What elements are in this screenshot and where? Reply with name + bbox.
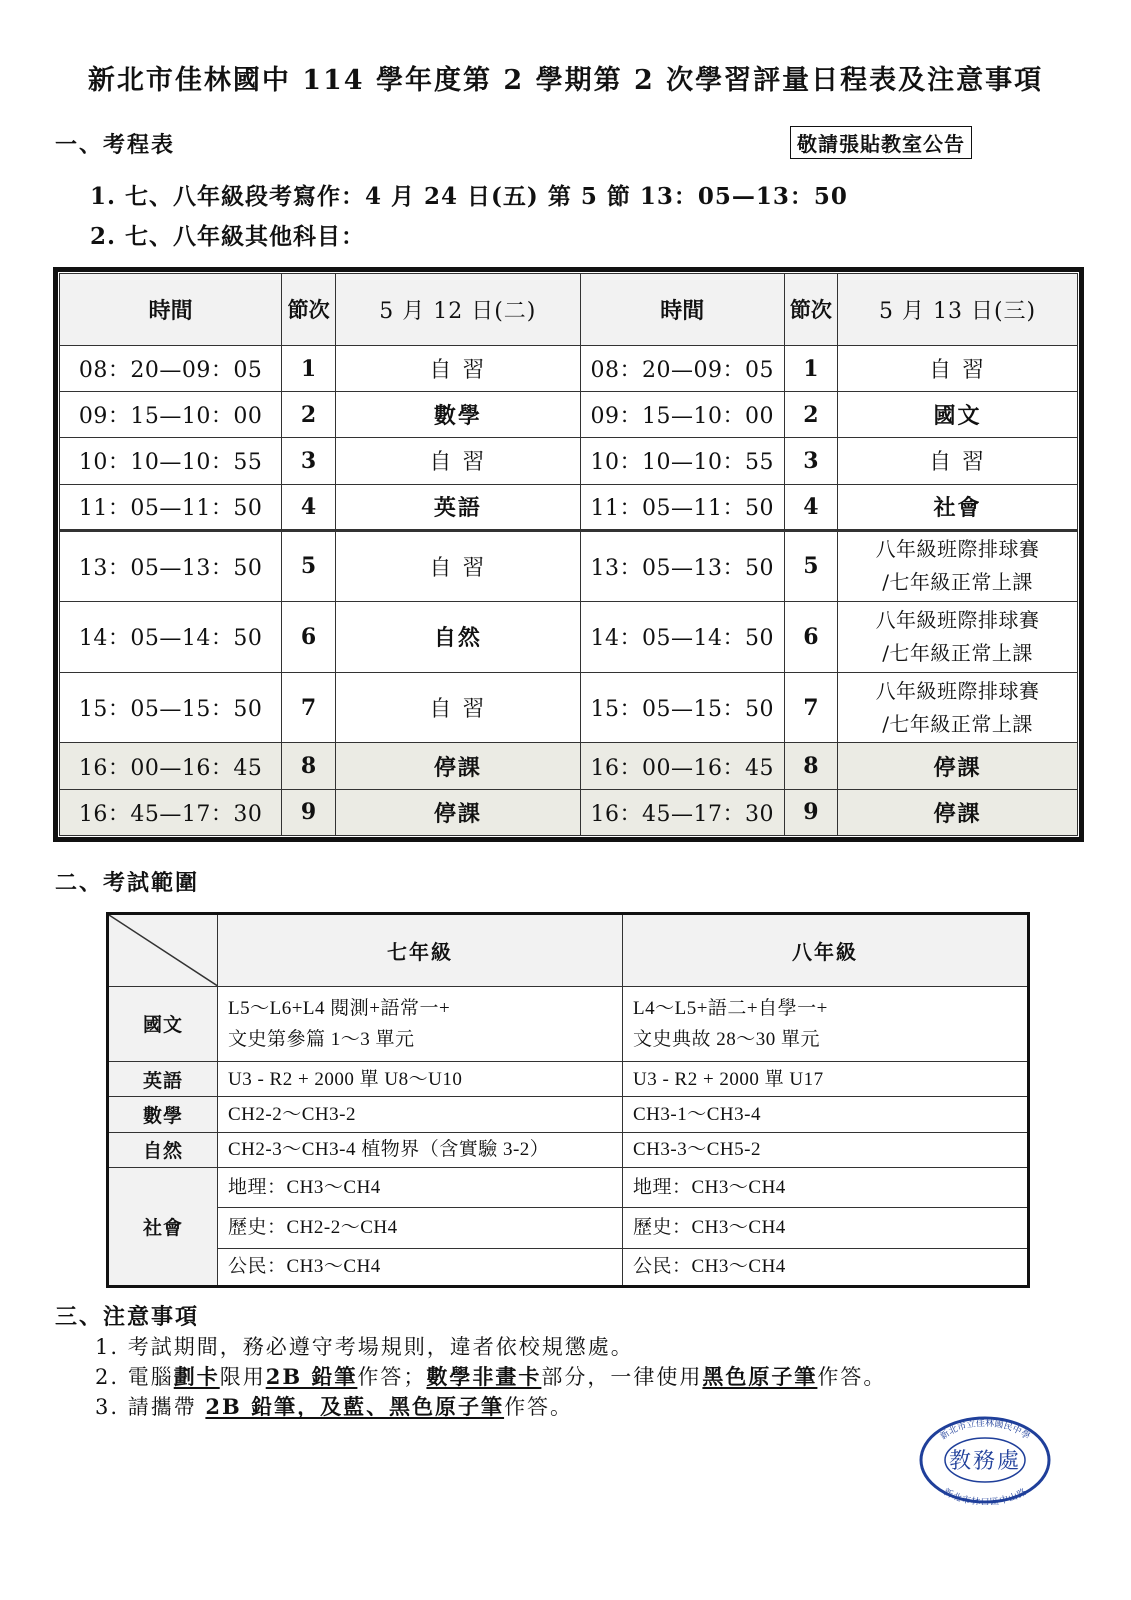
- grade8-cell: 公民：CH3～CH4: [623, 1248, 1029, 1286]
- grade7-cell: CH2-3～CH3-4 植物界（含實驗 3-2）: [218, 1132, 623, 1167]
- schedule-table: [59, 273, 1078, 836]
- period-cell: 5: [282, 530, 336, 601]
- table-row: [60, 438, 1078, 484]
- period-cell: 6: [282, 601, 336, 672]
- time-cell: 14：05—14：50: [60, 601, 282, 672]
- day2-cell: 自 習: [838, 345, 1078, 391]
- table-row: [108, 1208, 1029, 1248]
- day2-cell: 自 習: [838, 438, 1078, 484]
- period-cell: 5: [784, 530, 838, 601]
- note-3: [95, 1391, 573, 1421]
- grade7-cell: 歷史：CH2-2～CH4: [218, 1208, 623, 1248]
- period-cell: 7: [784, 672, 838, 743]
- day2-cell: 停課: [838, 789, 1078, 835]
- day2-line1: 八年級班際排球賽: [875, 678, 1040, 703]
- table-row: [60, 601, 1078, 672]
- period-cell: 2: [784, 392, 838, 438]
- grade8-cell: CH3-3～CH5-2: [623, 1132, 1029, 1167]
- note-2-text: 作答；: [357, 1365, 427, 1389]
- grade8-line1: L4～L5+語二+自學一+: [633, 997, 828, 1019]
- time-cell: 08：20—09：05: [580, 345, 784, 391]
- item-writing-exam: 1. 七、八年級段考寫作：4 月 24 日(五) 第 5 節 13：05—13：50: [90, 183, 848, 210]
- item-other-subjects: 2. 七、八年級其他科目：: [90, 223, 366, 250]
- notice-box: 敬請張貼教室公告: [790, 126, 972, 159]
- period-cell: 1: [784, 345, 838, 391]
- stamp-center-text: 教務處: [948, 1449, 1022, 1474]
- school-stamp: [918, 1415, 1052, 1505]
- period-cell: 9: [282, 789, 336, 835]
- note-2-emphasis: 數學非畫卡: [426, 1364, 542, 1389]
- note-1: 1. 考試期間，務必遵守考場規則，違者依校規懲處。: [95, 1335, 634, 1359]
- schedule-header-row: [60, 274, 1078, 346]
- scope-header-row: [108, 914, 1029, 987]
- grade7-cell: 公民：CH3～CH4: [218, 1248, 623, 1286]
- grade7-cell: U3 - R2 + 2000 單 U8～U10: [218, 1062, 623, 1097]
- grade7-cell: [218, 986, 623, 1062]
- note-2-emphasis: 劃卡: [173, 1364, 220, 1389]
- time-cell: 09：15—10：00: [580, 392, 784, 438]
- header-grade8: 八年級: [623, 914, 1029, 987]
- header-time-right: 時間: [580, 274, 784, 346]
- time-cell: 09：15—10：00: [60, 392, 282, 438]
- period-cell: 4: [784, 484, 838, 530]
- grade7-line1: L5～L6+L4 閱測+語常一+: [228, 997, 451, 1019]
- day1-cell: 停課: [335, 789, 580, 835]
- table-row: [108, 986, 1029, 1062]
- table-row: [60, 530, 1078, 601]
- grade7-cell: CH2-2～CH3-2: [218, 1097, 623, 1132]
- day1-cell: 停課: [335, 743, 580, 789]
- period-cell: 6: [784, 601, 838, 672]
- table-row: [60, 789, 1078, 835]
- note-3-emphasis: 2B 鉛筆，及藍、黑色原子筆: [205, 1394, 505, 1419]
- time-cell: 10：10—10：55: [60, 438, 282, 484]
- stamp-graphic: [918, 1415, 1052, 1505]
- table-row: [60, 484, 1078, 530]
- subject-cell: 數學: [108, 1097, 218, 1132]
- day1-cell: 自然: [335, 601, 580, 672]
- time-cell: 16：45—17：30: [580, 789, 784, 835]
- subject-cell: 社會: [108, 1168, 218, 1287]
- period-cell: 9: [784, 789, 838, 835]
- day2-line2: /七年級正常上課: [882, 640, 1033, 665]
- grade8-cell: [623, 986, 1029, 1062]
- time-cell: 13：05—13：50: [580, 530, 784, 601]
- day1-cell: 自 習: [335, 345, 580, 391]
- grade7-cell: 地理：CH3～CH4: [218, 1168, 623, 1208]
- grade7-line2: 文史第參篇 1～3 單元: [228, 1028, 415, 1050]
- document-title: 新北市佳林國中 114 學年度第 2 學期第 2 次學習評量日程表及注意事項: [87, 65, 1044, 96]
- schedule-frame: [53, 267, 1084, 842]
- time-cell: 16：00—16：45: [580, 743, 784, 789]
- grade8-cell: 歷史：CH3～CH4: [623, 1208, 1029, 1248]
- time-cell: 11：05—11：50: [580, 484, 784, 530]
- time-cell: 13：05—13：50: [60, 530, 282, 601]
- time-cell: 16：00—16：45: [60, 743, 282, 789]
- stamp-bottom-text: 新北市林口區中山路: [941, 1487, 1029, 1505]
- period-cell: 2: [282, 392, 336, 438]
- subject-cell: 英語: [108, 1062, 218, 1097]
- note-3-text: 作答。: [504, 1395, 574, 1419]
- day1-cell: 自 習: [335, 672, 580, 743]
- diagonal-line: [109, 915, 217, 986]
- header-day1: 5 月 12 日(二): [335, 274, 580, 346]
- note-2-text: 限用: [219, 1365, 266, 1389]
- section2-heading: 二、考試範圍: [55, 870, 200, 896]
- svg-text:新北市林口區中山路: [941, 1486, 1028, 1505]
- time-cell: 15：05—15：50: [580, 672, 784, 743]
- note-2: [95, 1361, 886, 1391]
- period-cell: 8: [282, 743, 336, 789]
- header-period-left: 節次: [282, 274, 336, 346]
- day2-line2: /七年級正常上課: [882, 570, 1033, 595]
- table-row: [108, 1248, 1029, 1286]
- section3-heading: 三、注意事項: [55, 1304, 200, 1330]
- grade8-cell: 地理：CH3～CH4: [623, 1168, 1029, 1208]
- header-day2: 5 月 13 日(三): [838, 274, 1078, 346]
- header-time-left: 時間: [60, 274, 282, 346]
- time-cell: 08：20—09：05: [60, 345, 282, 391]
- grade8-line2: 文史典故 28～30 單元: [633, 1028, 821, 1050]
- period-cell: 8: [784, 743, 838, 789]
- header-period-right: 節次: [784, 274, 838, 346]
- time-cell: 11：05—11：50: [60, 484, 282, 530]
- day2-cell: 社會: [838, 484, 1078, 530]
- day1-cell: 自 習: [335, 438, 580, 484]
- table-row: [108, 1097, 1029, 1132]
- note-2-text: 作答。: [817, 1365, 887, 1389]
- grade8-cell: CH3-1～CH3-4: [623, 1097, 1029, 1132]
- day1-cell: 自 習: [335, 530, 580, 601]
- day2-cell: [838, 530, 1078, 601]
- table-row: [60, 345, 1078, 391]
- header-grade7: 七年級: [218, 914, 623, 987]
- day2-cell: 國文: [838, 392, 1078, 438]
- table-row: [108, 1168, 1029, 1208]
- day2-cell: [838, 672, 1078, 743]
- day2-line1: 八年級班際排球賽: [875, 607, 1040, 632]
- note-2-emphasis: 黑色原子筆: [702, 1364, 818, 1389]
- day2-cell: 停課: [838, 743, 1078, 789]
- day2-line2: /七年級正常上課: [882, 711, 1033, 736]
- day1-cell: 英語: [335, 484, 580, 530]
- day2-line1: 八年級班際排球賽: [875, 537, 1040, 562]
- stamp-top-text: 新北市立佳林國民中學: [938, 1418, 1032, 1443]
- section1-heading: 一、考程表: [55, 132, 176, 158]
- scope-table: [106, 912, 1030, 1288]
- time-cell: 14：05—14：50: [580, 601, 784, 672]
- time-cell: 15：05—15：50: [60, 672, 282, 743]
- note-2-text: 部分，一律使用: [541, 1365, 703, 1389]
- corner-cell: [108, 914, 218, 987]
- table-row: [60, 672, 1078, 743]
- period-cell: 4: [282, 484, 336, 530]
- period-cell: 3: [282, 438, 336, 484]
- grade8-cell: U3 - R2 + 2000 單 U17: [623, 1062, 1029, 1097]
- period-cell: 7: [282, 672, 336, 743]
- note-3-text: 3. 請攜帶: [95, 1395, 206, 1419]
- note-2-emphasis: 2B 鉛筆: [265, 1364, 358, 1389]
- subject-cell: 國文: [108, 986, 218, 1062]
- day2-cell: [838, 601, 1078, 672]
- period-cell: 3: [784, 438, 838, 484]
- time-cell: 16：45—17：30: [60, 789, 282, 835]
- period-cell: 1: [282, 345, 336, 391]
- table-row: [60, 392, 1078, 438]
- table-row: [108, 1132, 1029, 1167]
- table-row: [60, 743, 1078, 789]
- time-cell: 10：10—10：55: [580, 438, 784, 484]
- note-2-text: 2. 電腦: [95, 1365, 174, 1389]
- subject-cell: 自然: [108, 1132, 218, 1167]
- table-row: [108, 1062, 1029, 1097]
- day1-cell: 數學: [335, 392, 580, 438]
